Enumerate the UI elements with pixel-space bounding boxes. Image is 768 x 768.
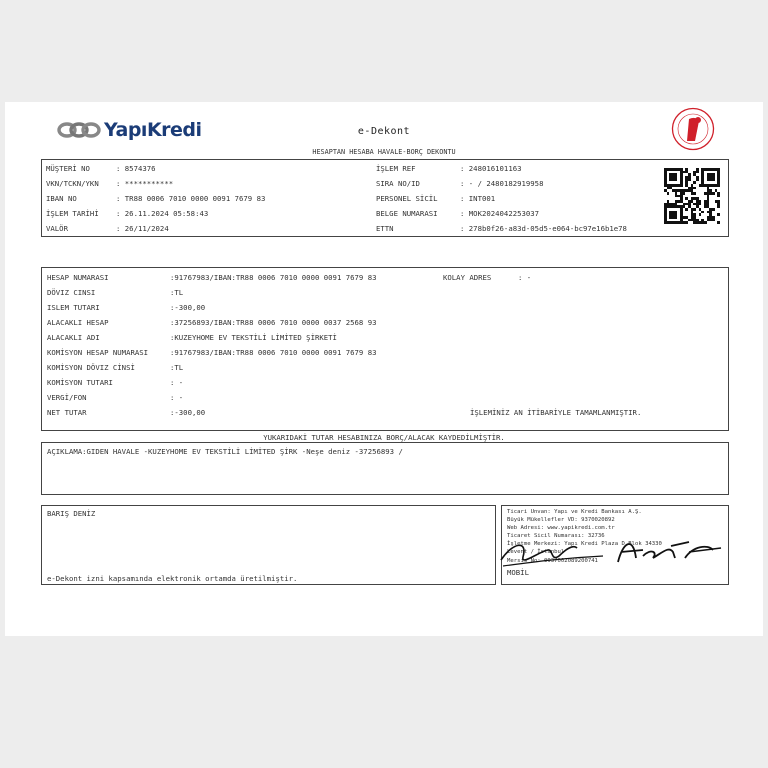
doviz-cinsi-label: DÖVIZ CINSI — [47, 288, 96, 297]
belge-no-label: BELGE NUMARASI — [376, 209, 438, 218]
sira-no-label: SIRA NO/ID — [376, 179, 420, 188]
komisyon-doviz-label: KOMİSYON DÖVIZ CİNSİ — [47, 363, 135, 372]
komisyon-hesap-label: KOMİSYON HESAP NUMARASI — [47, 348, 149, 357]
islem-tutari-label: ISLEM TUTARI — [47, 303, 100, 312]
valor-value: : 26/11/2024 — [116, 224, 169, 233]
customer-name-box — [41, 505, 496, 585]
channel-label: MOBİL — [507, 568, 529, 577]
valor-label: VALÖR — [46, 224, 68, 233]
vkn-value: : *********** — [116, 179, 174, 188]
vkn-label: VKN/TCKN/YKN — [46, 179, 99, 188]
islem-ref-label: İŞLEM REF — [376, 164, 416, 173]
alacakli-adi-value: :KUZEYHOME EV TEKSTİLİ LİMİTED ŞİRKETİ — [170, 333, 337, 342]
hesap-numarasi-value: :91767983/IBAN:TR88 0006 7010 0000 0091 7679 83 — [170, 273, 377, 282]
islem-ref-value: : 248016101163 — [460, 164, 522, 173]
page-title: e-Dekont — [357, 126, 411, 137]
doviz-cinsi-value: :TL — [170, 288, 184, 297]
net-tutar-label: NET TUTAR — [47, 408, 87, 417]
signature-icon — [493, 522, 728, 582]
qr-code — [664, 168, 720, 224]
company-line: Mersis No: 0937002089200741 — [507, 558, 598, 564]
sira-no-value: : - / 2480182919958 — [460, 179, 544, 188]
komisyon-tutari-label: KOMİSYON TUTARI — [47, 378, 113, 387]
vergi-fon-value: : - — [170, 393, 184, 402]
kolay-adres-value: : - — [518, 273, 532, 282]
company-line: İşletme Merkezi: Yapı Kredi Plaza D Blok 34330 — [507, 541, 662, 547]
bank-name: YapıKredi — [104, 119, 202, 141]
company-line: Ticari Unvan: Yapı ve Kredi Bankası A.Ş. — [507, 509, 642, 515]
net-tutar-value: :-300,00 — [170, 408, 206, 417]
company-line: Ticaret Sicil Numarası: 32736 — [507, 533, 605, 539]
alacakli-adi-label: ALACAKLI ADI — [47, 333, 100, 342]
personel-sicil-value: : INT001 — [460, 194, 496, 203]
e-dekont-note: e-Dekont izni kapsamında elektronik ortamda üretilmiştir. — [47, 574, 298, 583]
ettn-label: ETTN — [376, 224, 394, 233]
islem-tarihi-value: : 26.11.2024 05:58:43 — [116, 209, 209, 218]
alacakli-hesap-value: :37256893/IBAN:TR88 0006 7010 0000 0037 2568 93 — [170, 318, 377, 327]
kolay-adres-label: KOLAY ADRES — [443, 273, 492, 282]
completion-note: İŞLEMİNİZ AN İTİBARİYLE TAMAMLANMIŞTIR. — [470, 408, 642, 417]
ebelge-seal-icon — [671, 107, 715, 151]
aciklama-text: AÇIKLAMA:GIDEN HAVALE -KUZEYHOME EV TEKSTİLİ LİMİTED ŞİRK -Neşe deniz -37256893 / — [47, 447, 403, 456]
vergi-fon-label: VERGİ/FON — [47, 393, 87, 402]
musteri-no-value: : 8574376 — [116, 164, 156, 173]
iban-label: IBAN NO — [46, 194, 77, 203]
company-line: Web Adresi: www.yapikredi.com.tr — [507, 525, 615, 531]
komisyon-hesap-value: :91767983/IBAN:TR88 0006 7010 0000 0091 7679 83 — [170, 348, 377, 357]
ettn-value: : 278b0f26-a83d-05d5-e064-bc97e16b1e78 — [460, 224, 627, 233]
belge-no-value: : MOK2024042253037 — [460, 209, 540, 218]
hesap-numarasi-label: HESAP NUMARASI — [47, 273, 109, 282]
islem-tutari-value: :-300,00 — [170, 303, 206, 312]
tutar-note: YUKARIDAKİ TUTAR HESABINIZA BORÇ/ALACAK KAYDEDİLMİŞTİR. — [263, 433, 505, 442]
komisyon-tutari-value: : - — [170, 378, 184, 387]
komisyon-doviz-value: :TL — [170, 363, 184, 372]
musteri-no-label: MÜŞTERİ NO — [46, 164, 90, 173]
company-line: Levent / İstanbul — [507, 549, 565, 555]
alacakli-hesap-label: ALACAKLI HESAP — [47, 318, 109, 327]
iban-value: : TR88 0006 7010 0000 0091 7679 83 — [116, 194, 266, 203]
page-subtitle: HESAPTAN HESABA HAVALE-BORÇ DEKONTU — [312, 148, 456, 156]
personel-sicil-label: PERSONEL SİCİL — [376, 194, 438, 203]
company-line: Büyük Mükellefler VD: 9370020892 — [507, 517, 615, 523]
receipt-page — [5, 102, 763, 636]
islem-tarihi-label: İŞLEM TARİHİ — [46, 209, 99, 218]
customer-name: BARIŞ DENİZ — [47, 509, 96, 518]
